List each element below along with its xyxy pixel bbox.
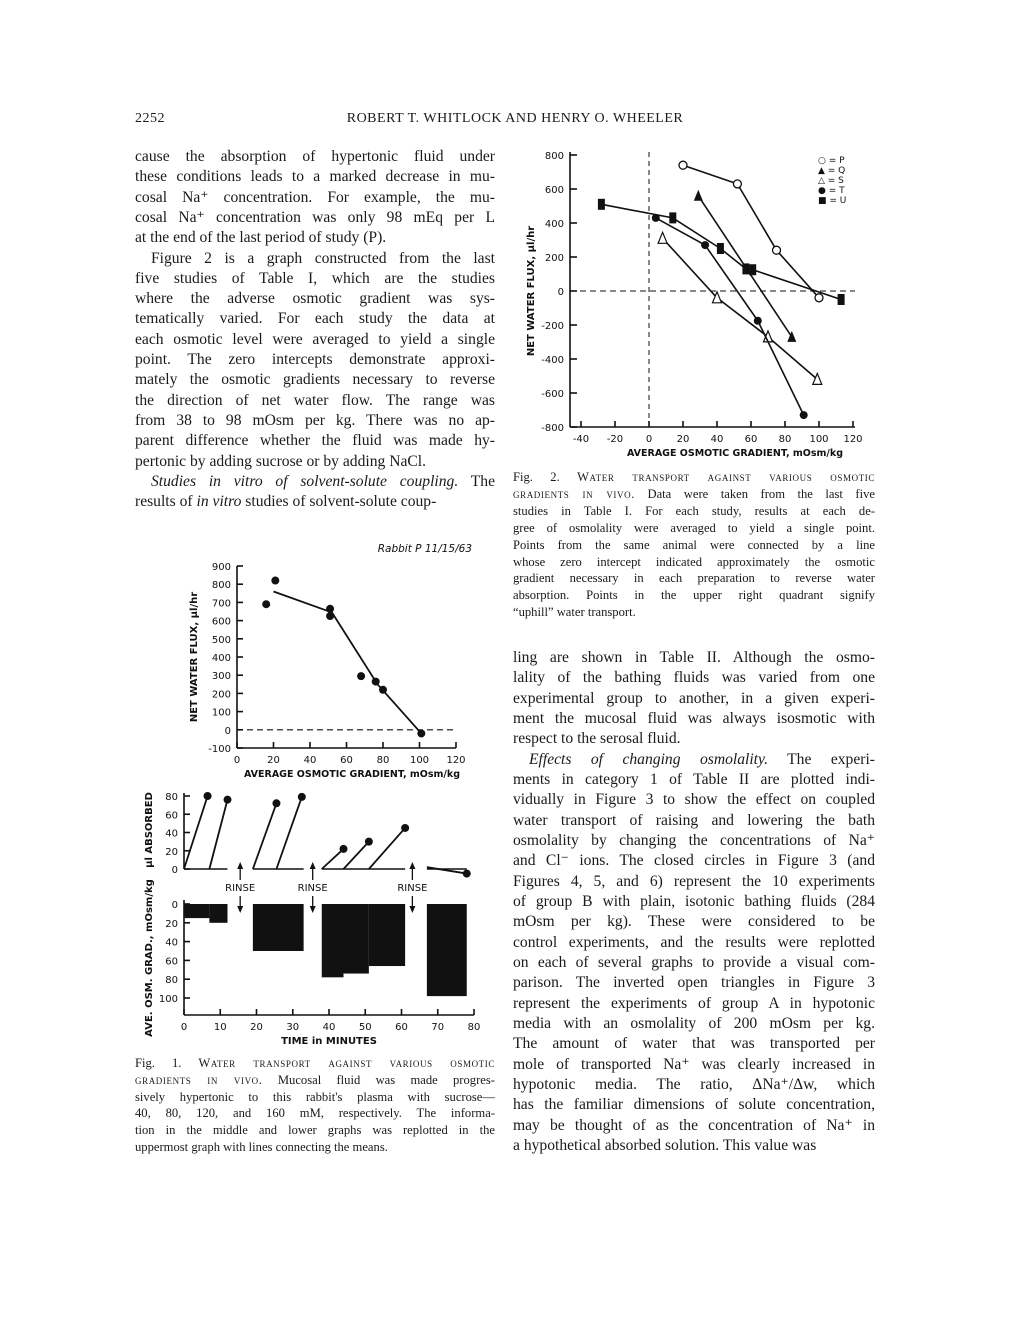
- text: uppermost graph with lines connecting the means.: [135, 1140, 388, 1154]
- absorption-line: [253, 803, 277, 869]
- filled-square-marker: [669, 212, 676, 223]
- text: parent difference whether the fluid was made hy-: [135, 432, 495, 450]
- y-tick-label: 40: [165, 937, 178, 949]
- filled-circle-marker: [357, 672, 365, 680]
- y-tick-label: 700: [211, 598, 231, 610]
- absorption-line: [322, 849, 344, 869]
- x-tick-label: 0: [645, 434, 653, 445]
- text: “uphill” water transport.: [513, 605, 636, 620]
- y-tick-label: 40: [165, 828, 178, 840]
- text: and Cl⁻ ions. The closed circles in Figure 3 (and: [513, 852, 875, 870]
- text: The amount of water that was transported per: [513, 1035, 875, 1053]
- y-tick-label: 800: [544, 151, 564, 162]
- text: the direction of net water flow. The range was: [135, 391, 495, 409]
- filled-circle-marker: [262, 600, 270, 608]
- absorption-line: [276, 797, 301, 869]
- y-tick-label: 80: [165, 975, 178, 987]
- text: gradient necessary in each preparation to reverse water: [513, 571, 875, 586]
- rinse-label: RINSE: [397, 883, 428, 894]
- text: vidually in Figure 3 to show the effect on coupled: [513, 791, 875, 809]
- series-U-line: [673, 218, 721, 249]
- gradient-bar: [184, 904, 209, 918]
- y-tick-label: -800: [541, 423, 564, 434]
- text: mOsm per kg). These were considered to be: [513, 913, 875, 931]
- text: cause the absorption of hypertonic fluid under: [135, 148, 495, 165]
- x-tick-label: 20: [250, 1022, 263, 1033]
- legend-entry-T: ● = T: [818, 186, 845, 196]
- x-axis-label: AVERAGE OSMOTIC GRADIENT, mOsm/kg: [626, 448, 844, 459]
- y-tick-label: 60: [165, 810, 178, 822]
- chart-annotation: Rabbit P 11/15/63: [377, 543, 472, 555]
- filled-circle-marker: [372, 678, 380, 686]
- x-tick-label: 50: [358, 1022, 372, 1033]
- x-tick-label: 0: [233, 755, 241, 766]
- gradient-bar: [209, 904, 227, 923]
- open-circle-marker: [773, 246, 781, 254]
- series-S-line: [663, 238, 717, 297]
- text: represent the experiments of group A in hypotonic: [513, 994, 875, 1012]
- x-tick-label: 80: [467, 1022, 481, 1033]
- text: has the familiar dimensions of solute concentration,: [513, 1096, 875, 1114]
- text: The experi-: [767, 750, 875, 768]
- arrow-up-icon: [237, 862, 243, 869]
- fit-line: [332, 612, 378, 684]
- x-tick-label: 120: [446, 755, 466, 766]
- text: water transport of raising and lowering the bath: [513, 811, 875, 829]
- x-tick-label: 40: [710, 434, 724, 445]
- text: sively hypertonic to this rabbit's plasma with sucrose—: [135, 1089, 495, 1104]
- gradient-bar: [322, 904, 344, 977]
- open-triangle-marker: [658, 232, 667, 243]
- rinse-label: RINSE: [297, 883, 328, 894]
- text: ling are shown in Table II. Although the osmo-: [513, 649, 875, 666]
- arrow-down-icon: [310, 906, 316, 913]
- text: Figures 4, 5, and 6) represent the 10 experiments: [513, 872, 875, 890]
- filled-circle-marker: [272, 799, 280, 807]
- arrow-up-icon: [409, 862, 415, 869]
- filled-square-marker: [717, 243, 724, 254]
- y-tick-label: -200: [541, 321, 564, 332]
- text: results of: [135, 493, 197, 511]
- x-tick-label: 0: [180, 1022, 188, 1033]
- x-tick-label: 100: [809, 434, 829, 445]
- filled-circle-marker: [701, 241, 709, 249]
- x-tick-label: 80: [778, 434, 792, 445]
- absorption-line: [369, 828, 405, 869]
- y-tick-label: 600: [211, 616, 231, 628]
- text: at the end of the last period of study (P).: [135, 229, 387, 247]
- text: media with an osmolality of 200 mOsm per kg.: [513, 1014, 875, 1032]
- legend-entry-S: △ = S: [818, 176, 844, 186]
- text: on each of several graphs to provide a visual com-: [513, 953, 875, 971]
- text: may be thought of as the concentration of Na⁺ in: [513, 1116, 875, 1134]
- absorption-line: [209, 800, 227, 869]
- open-circle-marker: [815, 294, 823, 302]
- y-tick-label: 0: [224, 725, 231, 737]
- filled-triangle-marker: [694, 190, 703, 201]
- filled-circle-marker: [417, 729, 425, 737]
- y-axis-label: NET WATER FLUX, µl/hr: [189, 591, 200, 723]
- y-axis-label: NET WATER FLUX, µl/hr: [526, 225, 537, 357]
- filled-circle-marker: [463, 870, 471, 878]
- text: where the adverse osmotic gradient was sys-: [135, 290, 495, 308]
- text: Figure 2 is a graph constructed from the last: [151, 249, 495, 267]
- filled-circle-marker: [326, 605, 334, 613]
- filled-circle-marker: [401, 824, 409, 832]
- text: each osmotic level were averaged to yield a single: [135, 330, 495, 348]
- arrow-up-icon: [310, 862, 316, 869]
- filled-circle-marker: [326, 612, 334, 620]
- legend-entry-P: ○ = P: [818, 156, 845, 166]
- text: ments in category 1 of Table II are plotted indi-: [513, 770, 875, 788]
- series-U-line: [720, 249, 746, 269]
- small-caps-text: Water transport against various osmotic: [198, 1056, 495, 1070]
- series-S-line: [717, 298, 768, 337]
- text: studies of solvent-solute coup-: [241, 493, 437, 511]
- series-T-line: [758, 321, 804, 415]
- y-tick-label: 100: [158, 994, 178, 1005]
- x-tick-label: 40: [322, 1022, 336, 1033]
- y-axis-label: µl ABSORBED: [144, 792, 155, 868]
- x-tick-label: 70: [431, 1022, 445, 1033]
- text: studies in Table I. For each study, results at each de-: [513, 503, 875, 518]
- italic-text: Effects of changing osmolality.: [529, 750, 768, 768]
- x-tick-label: 20: [267, 755, 280, 766]
- filled-circle-marker: [298, 793, 306, 801]
- filled-square-marker: [749, 264, 756, 275]
- text: parison. The inverted open triangles in Figure 3: [513, 974, 875, 992]
- gradient-bar: [344, 904, 369, 974]
- y-tick-label: 500: [211, 634, 231, 646]
- y-tick-label: 100: [211, 707, 231, 719]
- series-U-line: [601, 204, 672, 218]
- y-tick-label: 20: [165, 846, 178, 858]
- italic-text: Studies in vitro of solvent-solute coupling.: [151, 472, 459, 490]
- gradient-bar: [369, 904, 405, 966]
- y-tick-label: 800: [211, 580, 231, 592]
- filled-circle-marker: [340, 845, 348, 853]
- y-tick-label: 0: [171, 865, 178, 876]
- absorption-line: [427, 867, 467, 873]
- y-tick-label: -600: [541, 389, 564, 400]
- x-tick-label: 60: [395, 1022, 408, 1033]
- text: cosal Na⁺ concentration. For example, the mu-: [135, 188, 495, 206]
- open-circle-marker: [733, 180, 741, 188]
- text: Data were taken from the last five: [634, 486, 875, 501]
- gradient-bar: [427, 904, 467, 996]
- text: Fig. 1.: [135, 1056, 199, 1070]
- y-tick-label: 80: [165, 792, 178, 803]
- rinse-label: RINSE: [225, 883, 256, 894]
- series-P-line: [737, 184, 776, 250]
- text: five studies of Table I, which are the studies: [135, 269, 495, 287]
- text: mately the osmotic gradients necessary to reverse: [135, 371, 495, 389]
- small-caps-text: gradients in vivo.: [513, 486, 635, 501]
- text: The: [458, 472, 495, 490]
- text: Fig. 2.: [513, 470, 578, 484]
- running-header: ROBERT T. WHITLOCK AND HENRY O. WHEELER: [346, 111, 684, 126]
- text: tion in the middle and lower graphs was replotted in the: [135, 1123, 495, 1138]
- absorption-line: [344, 842, 369, 869]
- x-tick-label: 100: [409, 755, 430, 766]
- text: Points from the same animal were connected by a line: [513, 537, 875, 552]
- text: cosal Na⁺ concentration was only 98 mEq per L: [135, 208, 495, 226]
- y-tick-label: 0: [557, 287, 564, 298]
- text: point. The zero intercepts demonstrate approxi-: [135, 351, 495, 368]
- text: of group B with plain, isotonic bathing fluids (284: [513, 892, 875, 910]
- open-circle-marker: [679, 161, 687, 169]
- x-tick-label: -40: [572, 434, 590, 445]
- italic-text: in vitro: [196, 493, 242, 511]
- filled-square-marker: [742, 263, 749, 274]
- text: 40, 80, 120, and 160 mM, respectively. The informa-: [135, 1106, 495, 1121]
- text: from 38 to 98 mOsm per kg. There was no ap-: [135, 411, 495, 429]
- x-tick-label: 120: [843, 434, 863, 445]
- filled-circle-marker: [224, 796, 232, 804]
- page-number: 2252: [135, 111, 165, 126]
- filled-circle-marker: [204, 792, 212, 800]
- y-tick-label: 60: [165, 956, 178, 968]
- y-tick-label: 300: [211, 671, 231, 683]
- x-tick-label: 80: [376, 755, 390, 766]
- gradient-bar: [253, 904, 304, 951]
- y-tick-label: 400: [544, 219, 564, 230]
- filled-square-marker: [598, 199, 605, 210]
- y-axis-label: AVE. OSM. GRAD., mOsm/kg: [144, 879, 155, 1037]
- legend-entry-U: ■ = U: [818, 196, 847, 206]
- y-tick-label: 200: [544, 253, 564, 264]
- text: experimental group to another, in a given experi-: [513, 689, 875, 707]
- text: mole of transported Na⁺ was clearly increased in: [513, 1055, 875, 1073]
- text: pertonic by adding sucrose or by adding NaCl.: [135, 452, 427, 470]
- filled-circle-marker: [379, 686, 387, 694]
- small-caps-text: Water transport against various osmotic: [577, 470, 875, 484]
- text: a hypothetical absorbed solution. This value was: [513, 1136, 817, 1154]
- text: gree of osmolality were averaged to yield a single point.: [513, 520, 875, 535]
- text: tematically varied. For each study the data at: [135, 310, 495, 328]
- text: absorption. Points in the upper right quadrant signify: [513, 588, 875, 603]
- text: control experiments, and the results were replotted: [513, 933, 875, 951]
- y-tick-label: 900: [211, 562, 231, 573]
- filled-circle-marker: [800, 411, 808, 419]
- series-P-line: [683, 165, 737, 184]
- arrow-down-icon: [237, 906, 243, 913]
- y-tick-label: 400: [211, 653, 231, 664]
- arrow-down-icon: [409, 906, 415, 913]
- x-tick-label: 60: [340, 755, 353, 766]
- legend-entry-Q: ▲ = Q: [818, 166, 846, 176]
- text: these conditions leads to a marked decrease in mu-: [135, 168, 495, 186]
- y-tick-label: 20: [165, 918, 178, 930]
- open-triangle-marker: [813, 373, 822, 384]
- text: osmolality by changing the concentrations of Na⁺: [513, 831, 875, 849]
- filled-circle-marker: [271, 577, 279, 585]
- x-tick-label: 10: [213, 1022, 227, 1033]
- text: Mucosal fluid was made progres-: [262, 1072, 495, 1087]
- text: respect to the serosal fluid.: [513, 730, 681, 748]
- text: whose zero intercept indicated approximately the osmotic: [513, 554, 875, 569]
- x-tick-label: 40: [303, 755, 317, 766]
- y-tick-label: 0: [171, 900, 178, 911]
- y-tick-label: 200: [211, 689, 231, 701]
- text: lality of the bathing fluids was varied from one: [513, 669, 875, 687]
- x-axis-label: TIME in MINUTES: [281, 1036, 377, 1047]
- y-tick-label: 600: [544, 185, 564, 196]
- x-tick-label: 60: [744, 434, 758, 445]
- x-axis-label: AVERAGE OSMOTIC GRADIENT, mOsm/kg: [243, 769, 461, 780]
- y-tick-label: -400: [541, 355, 564, 366]
- text: hypotonic media. The ratio, ΔNa⁺/Δw, which: [513, 1075, 875, 1093]
- x-tick-label: -20: [606, 434, 624, 445]
- filled-square-marker: [838, 294, 845, 305]
- text: ment the mucosal fluid was always isosmotic with: [513, 709, 875, 727]
- x-tick-label: 20: [676, 434, 690, 445]
- x-tick-label: 30: [286, 1022, 300, 1033]
- small-caps-text: gradients in vivo.: [135, 1072, 263, 1087]
- filled-circle-marker: [754, 317, 762, 325]
- filled-circle-marker: [365, 838, 373, 846]
- fit-line: [274, 591, 332, 612]
- y-tick-label: -100: [208, 744, 231, 755]
